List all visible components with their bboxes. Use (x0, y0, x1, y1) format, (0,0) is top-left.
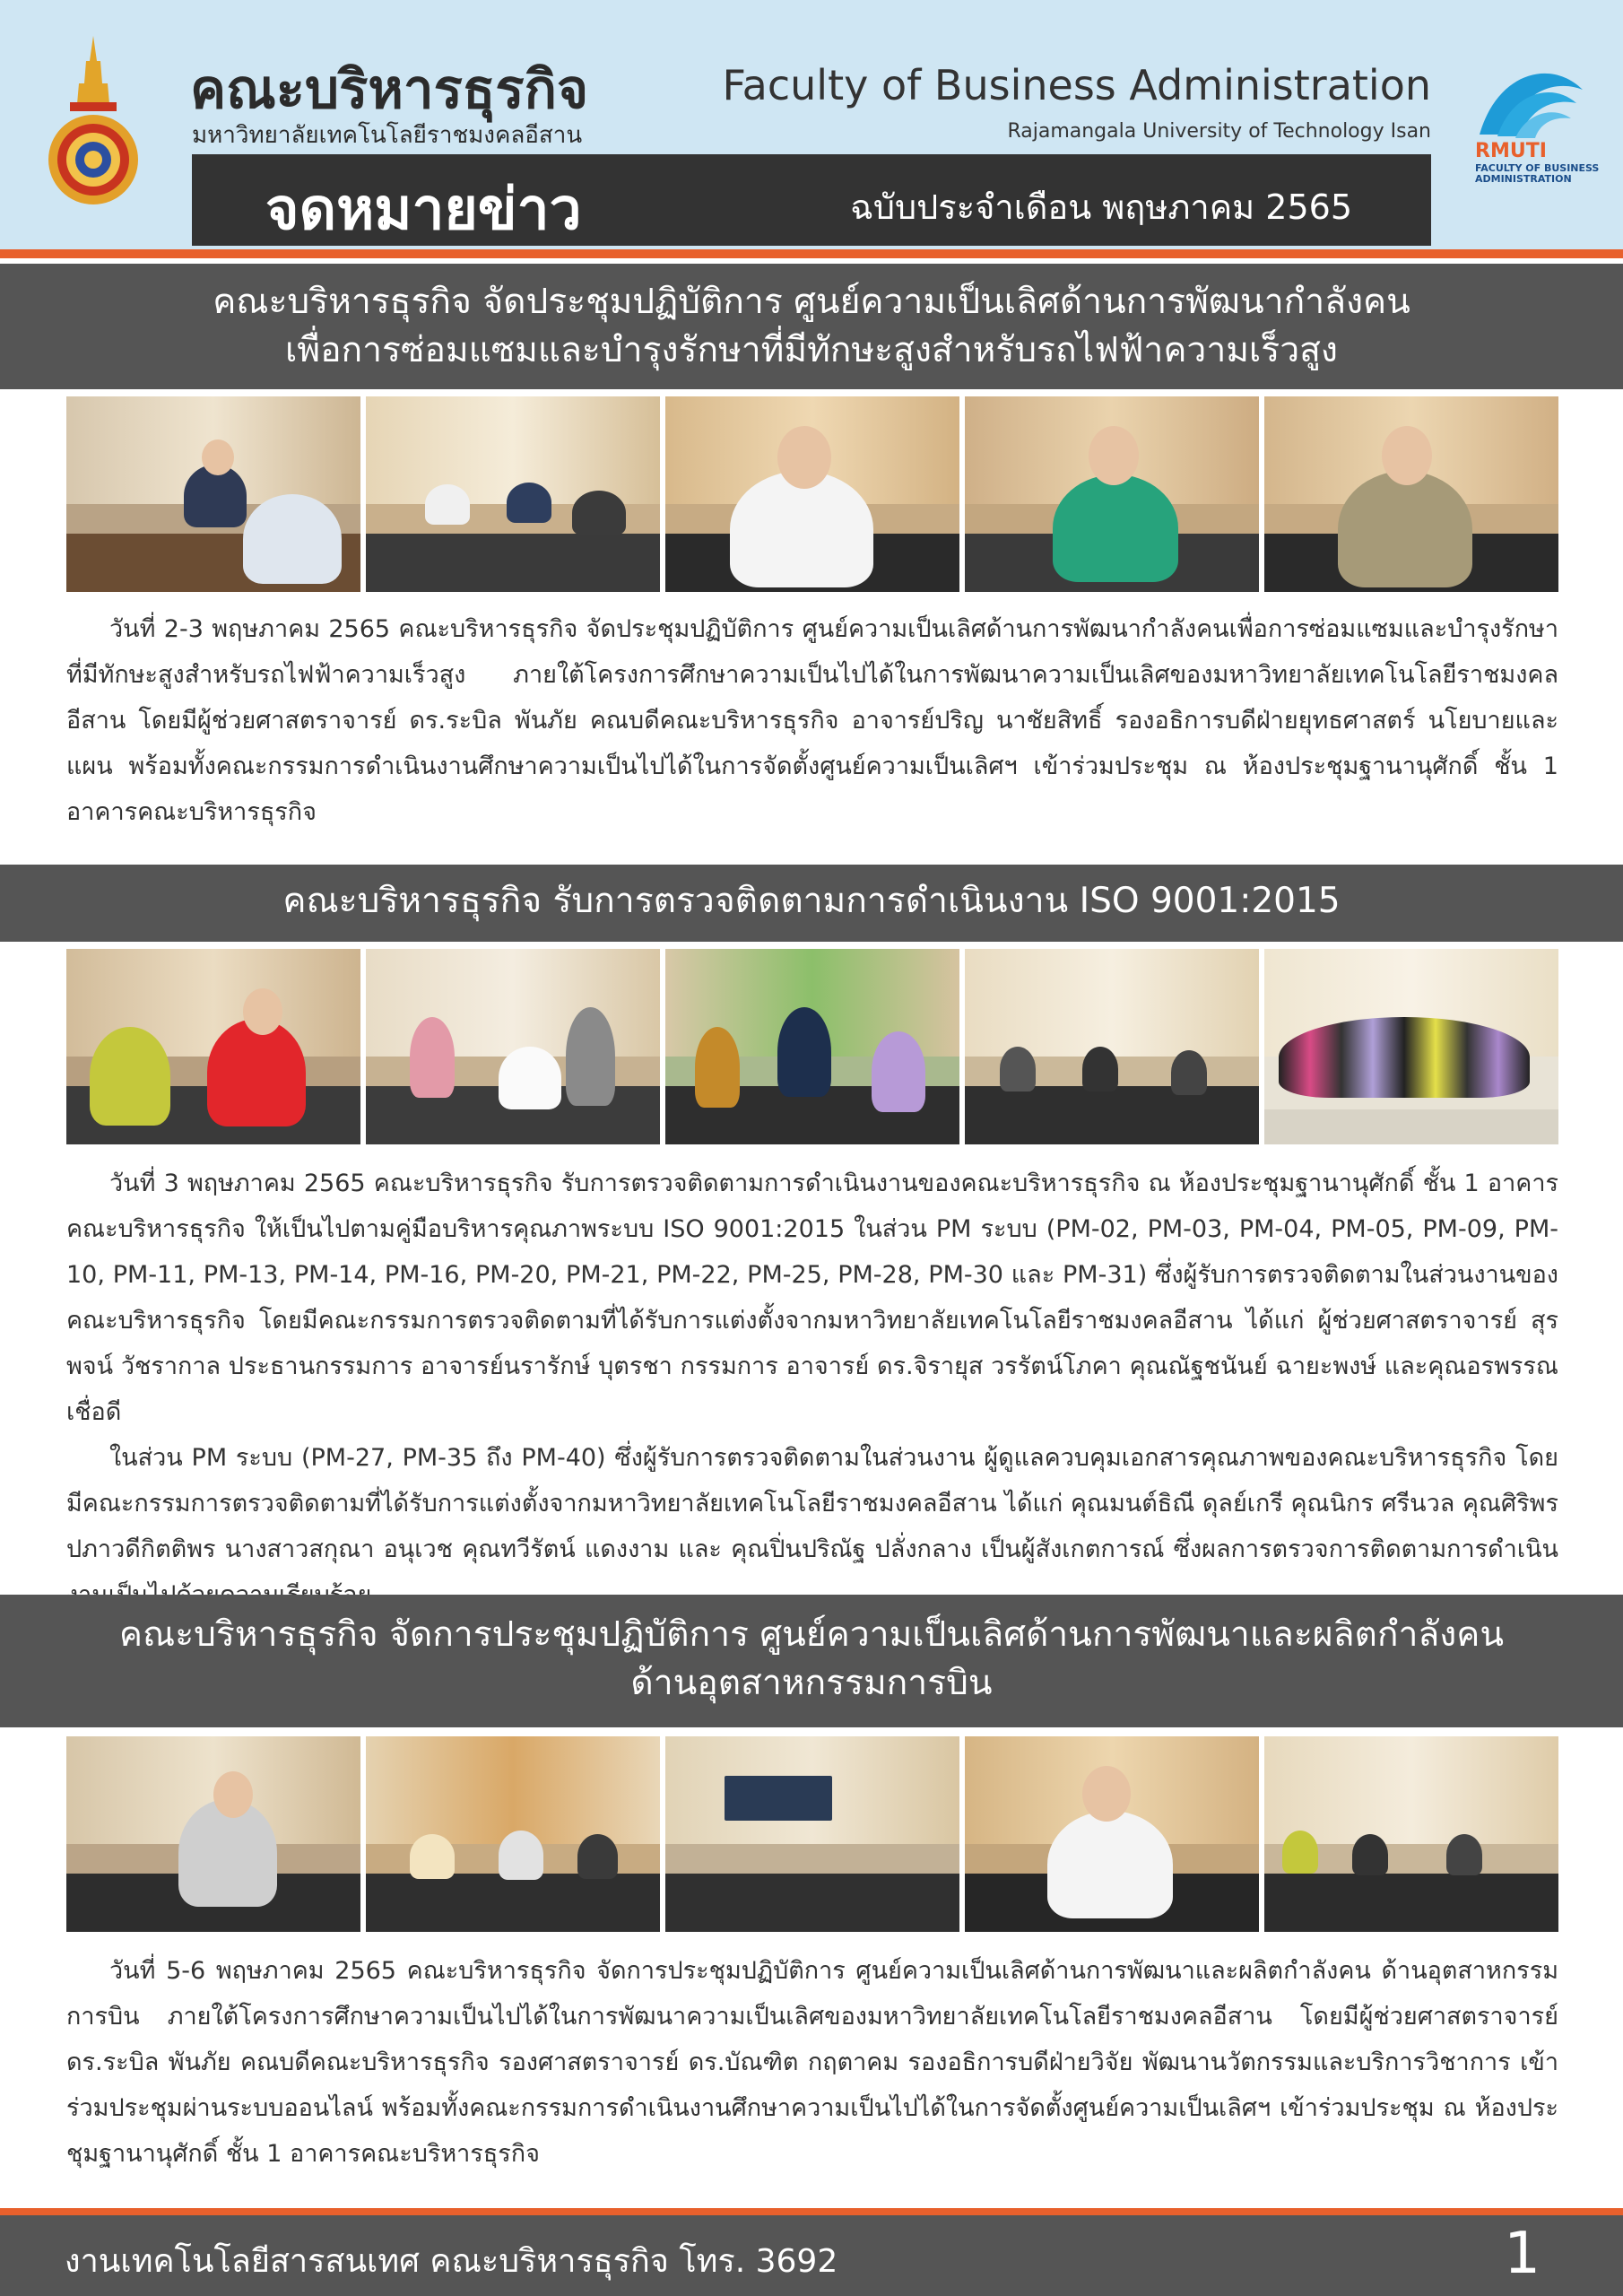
photo (66, 949, 360, 1144)
footer-contact: งานเทคโนโลยีสารสนเทศ คณะบริหารธุรกิจ โทร. 3692 (65, 2243, 838, 2280)
photo (366, 1736, 660, 1932)
section-2-heading (0, 865, 1623, 942)
section-1-paragraph-1: วันที่ 2-3 พฤษภาคม 2565 คณะบริหารธุรกิจ จัดประชุมปฏิบัติการ ศูนย์ความเป็นเลิศด้านการพัฒนากำลังคนเพื่อการซ่อมแซมและบำรุงรักษาที่มีทักษะสูงสำหรับรถไฟฟ้าความเร็วสูง ภายใต้โครงการศึกษาความเป็นไปได้ในการพัฒนาความเป็นเลิศของมหาวิทยาลัยเทคโนโลยีราชมงคลอีสาน โดยมีผู้ช่วยศาสตราจารย์ ดร.ระบิล พันภัย คณบดีคณะบริหารธุรกิจ อาจารย์ปริญ นาชัยสิทธิ์ รองอธิการบดีฝ่ายยุทธศาสตร์ นโยบายและแผน พร้อมทั้งคณะกรรมการดำเนินงานศึกษาความเป็นไปได้ในการจัดตั้งศูนย์ความเป็นเลิศฯ เข้าร่วมประชุม ณ ห้องประชุมฐานานุศักดิ์ ชั้น 1 อาคารคณะบริหารธุรกิจ (66, 615, 1558, 826)
section-1-title-line-2: เพื่อการซ่อมแซมและบำรุงรักษาที่มีทักษะสูงสำหรับรถไฟฟ้าความเร็วสูง (285, 330, 1338, 370)
university-name-th: มหาวิทยาลัยเทคโนโลยีราชมงคลอีสาน (192, 122, 583, 149)
photo (366, 396, 660, 592)
photo (665, 396, 959, 592)
section-1-body (66, 606, 1558, 835)
newsletter-banner (192, 154, 1431, 246)
section-2-body (66, 1161, 1558, 1618)
section-2-photo-strip (66, 949, 1558, 1144)
footer-divider (0, 2208, 1623, 2215)
newsletter-title: จดหมายข่าว (265, 177, 582, 243)
section-3-photo-strip (66, 1736, 1558, 1932)
header-divider (0, 249, 1623, 258)
photo (965, 396, 1259, 592)
rmuti-logo-text: RMUTI (1475, 140, 1547, 162)
photo (66, 396, 360, 592)
photo (665, 949, 959, 1144)
photo (66, 1736, 360, 1932)
section-2-paragraph-2: ในส่วน PM ระบบ (PM-27, PM-35 ถึง PM-40) ซึ่งผู้รับการตรวจติดตามในส่วนงาน ผู้ดูแลควบคุมเอกสารคุณภาพของคณะบริหารธุรกิจ โดยมีคณะกรรมการตรวจติดตามที่ได้รับการแต่งตั้งจากมหาวิทยาลัยเทคโนโลยีราชมงคลอีสาน ได้แก่ คุณมนต์ธิณี ดุลย์เกรี คุณนิกร ศรีนวล คุณศิริพร ปภาวดีกิตติพร นางสาวสกุณา อนุเวช คุณทวีรัตน์ แดงงาม และ คุณปิ่นปริณัฐ ปลั่งกลาง เป็นผู้สังเกตการณ์ ซึ่งผลการตรวจการติดตามการดำเนิน (66, 1444, 1558, 1563)
section-2-paragraph-1: วันที่ 3 พฤษภาคม 2565 คณะบริหารธุรกิจ รับการตรวจติดตามการดำเนินงานของคณะบริหารธุรกิจ ณ ห้องประชุมฐานานุศักดิ์ ชั้น 1 อาคารคณะบริหารธุรกิจ ให้เป็นไปตามคู่มือบริหารคุณภาพระบบ ISO 9001:2015 ในส่วน PM ระบบ (PM-02, PM-03, PM-04, PM-05, PM-09, PM-10, PM-11, PM-13, PM-14, PM-16, PM-20, PM-21, PM-22, PM-25, PM-28, PM-30 และ PM-31) ซึ่งผู้รับการตรวจติดตามในส่วนงานของคณะบริหารธุรกิจ โดยมีคณะกรรมการตรวจติดตามที่ได้รับการแต่งตั้งจากมหาวิทยาลัยเทคโนโลยีราชมงคลอีสาน ได้แก่ ผู้ช่วยศาสตราจารย์ สุรพจน์ วัชรากาล ประธานกรรมการ อาจารย์นรารักษ์ บุตรชา กรรมการ อาจารย์ ดร.จิรายุส วรรัตน์โภคา คุณณัฐชนันย์ ฉายะพงษ์ และคุณอรพรรณ เชื่อดี (66, 1170, 1558, 1426)
page-number: 1 (1504, 2221, 1541, 2287)
photo (965, 1736, 1259, 1932)
header (0, 0, 1623, 249)
photo (1264, 396, 1558, 592)
section-3-heading (0, 1595, 1623, 1727)
university-seal-icon (43, 34, 143, 204)
faculty-title-th: คณะบริหารธุรกิจ (190, 58, 589, 121)
photo (965, 949, 1259, 1144)
section-3-paragraph-1: วันที่ 5-6 พฤษภาคม 2565 คณะบริหารธุรกิจ จัดการประชุมปฏิบัติการ ศูนย์ความเป็นเลิศด้านการพัฒนาและผลิตกำลังคน ด้านอุตสาหกรรมการบิน ภายใต้โครงการศึกษาความเป็นไปได้ในการพัฒนาความเป็นเลิศของมหาวิทยาลัยเทคโนโลยีราชมงคลอีสาน โดยมีผู้ช่วยศาสตราจารย์ ดร.ระบิล พันภัย คณบดีคณะบริหารธุรกิจ รองศาสตราจารย์ ดร.บัณฑิต กฤตาคม รองอธิการบดีฝ่ายวิจัย พัฒนานวัตกรรมและบริการวิชาการ เข้าร่วมประชุมผ่านระบบออนไลน์ พร้อมทั้งคณะกรรมการดำเนินงานศึกษาความเป็นไปได้ในการจัดตั้งศูนย์ความเป็นเลิศฯ เข้าร่วมประชุม ณ ห้องประชุมฐานานุศักดิ์ ชั้น 1 อาคารคณะบริหารธุรกิจ (66, 1957, 1558, 2168)
faculty-title-en: Faculty of Business Administration (722, 61, 1431, 109)
photo (1264, 949, 1558, 1144)
section-3-title-line-1: คณะบริหารธุรกิจ จัดการประชุมปฏิบัติการ ศูนย์ความเป็นเลิศด้านการพัฒนาและผลิตกำลังคน (118, 1614, 1505, 1655)
university-name-en: Rajamangala University of Technology Isan (1007, 120, 1431, 143)
section-3-title-line-2: ด้านอุตสาหกรรมการบิน (630, 1663, 993, 1703)
issue-label: ฉบับประจำเดือน พฤษภาคม 2565 (850, 187, 1352, 227)
footer (0, 2215, 1623, 2296)
section-1-title-line-1: คณะบริหารธุรกิจ จัดประชุมปฏิบัติการ ศูนย์ความเป็นเลิศด้านการพัฒนากำลังคน (213, 282, 1410, 322)
section-1-heading (0, 264, 1623, 389)
rmuti-logo-subtext: FACULTY OF BUSINESS ADMINISTRATION (1475, 162, 1600, 186)
section-1-photo-strip (66, 396, 1558, 592)
photo (366, 949, 660, 1144)
photo (1264, 1736, 1558, 1932)
photo (665, 1736, 959, 1932)
section-2-title-line-1: คณะบริหารธุรกิจ รับการตรวจติดตามการดำเนินงาน ISO 9001:2015 (282, 881, 1341, 921)
section-3-body (66, 1948, 1558, 2177)
